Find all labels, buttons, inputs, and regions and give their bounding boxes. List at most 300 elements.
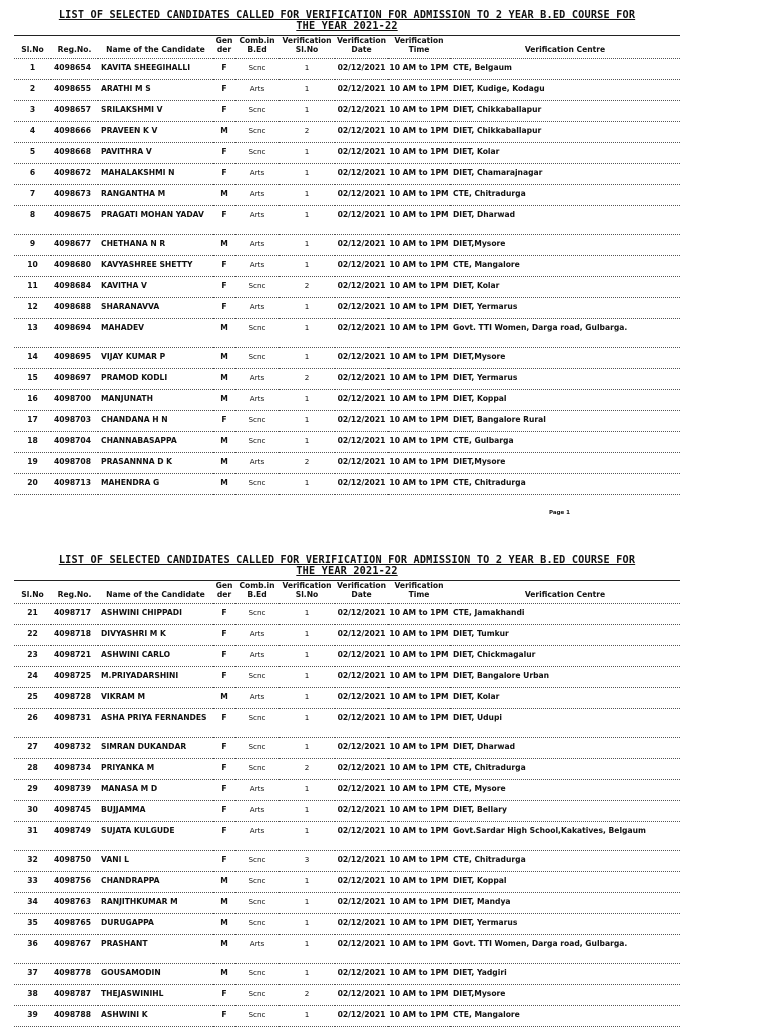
cell-vslno: 1 bbox=[279, 432, 335, 453]
header-slno: Sl.No bbox=[14, 36, 51, 59]
cell-vdate: 02/12/2021 bbox=[335, 164, 388, 185]
cell-regno: 4098677 bbox=[51, 235, 98, 256]
cell-centre: DIET,Mysore bbox=[450, 453, 680, 474]
cell-vtime: 10 AM to 1PM bbox=[388, 851, 450, 872]
cell-vtime: 10 AM to 1PM bbox=[388, 709, 450, 738]
table-row bbox=[14, 780, 680, 801]
cell-regno: 4098694 bbox=[51, 319, 98, 348]
page-number: Page 1 bbox=[549, 510, 571, 516]
cell-gender: F bbox=[213, 164, 235, 185]
table-row bbox=[14, 453, 680, 474]
header-name: Name of the Candidate bbox=[98, 36, 213, 59]
cell-vdate: 02/12/2021 bbox=[335, 893, 388, 914]
cell-vdate: 02/12/2021 bbox=[335, 369, 388, 390]
cell-vtime: 10 AM to 1PM bbox=[388, 625, 450, 646]
cell-slno: 29 bbox=[14, 780, 51, 801]
cell-slno: 32 bbox=[14, 851, 51, 872]
cell-gender: F bbox=[213, 801, 235, 822]
cell-slno: 21 bbox=[14, 604, 51, 625]
cell-comb: Scnc bbox=[235, 964, 279, 985]
cell-vtime: 10 AM to 1PM bbox=[388, 80, 450, 101]
cell-regno: 4098666 bbox=[51, 122, 98, 143]
cell-slno: 27 bbox=[14, 738, 51, 759]
cell-name: ASHWINI CARLO bbox=[98, 646, 213, 667]
cell-slno: 22 bbox=[14, 625, 51, 646]
cell-vdate: 02/12/2021 bbox=[335, 474, 388, 495]
header-comb: Comb.in B.Ed bbox=[235, 36, 279, 59]
cell-slno: 14 bbox=[14, 348, 51, 369]
header-comb: Comb.in B.Ed bbox=[235, 581, 279, 604]
cell-vdate: 02/12/2021 bbox=[335, 235, 388, 256]
table-row bbox=[14, 914, 680, 935]
cell-vtime: 10 AM to 1PM bbox=[388, 206, 450, 235]
cell-gender: F bbox=[213, 1006, 235, 1027]
cell-name: MAHADEV bbox=[98, 319, 213, 348]
cell-comb: Arts bbox=[235, 80, 279, 101]
cell-vdate: 02/12/2021 bbox=[335, 759, 388, 780]
cell-vslno: 1 bbox=[279, 206, 335, 235]
cell-comb: Scnc bbox=[235, 914, 279, 935]
cell-vdate: 02/12/2021 bbox=[335, 256, 388, 277]
table-row bbox=[14, 801, 680, 822]
table-row bbox=[14, 474, 680, 495]
cell-regno: 4098739 bbox=[51, 780, 98, 801]
cell-name: SRILAKSHMI V bbox=[98, 101, 213, 122]
cell-centre: DIET, Koppal bbox=[450, 390, 680, 411]
cell-slno: 33 bbox=[14, 872, 51, 893]
cell-gender: F bbox=[213, 604, 235, 625]
cell-centre: DIET, Kolar bbox=[450, 143, 680, 164]
cell-name: DURUGAPPA bbox=[98, 914, 213, 935]
cell-vtime: 10 AM to 1PM bbox=[388, 893, 450, 914]
cell-vslno: 1 bbox=[279, 474, 335, 495]
cell-slno: 3 bbox=[14, 101, 51, 122]
table-row bbox=[14, 206, 680, 235]
cell-regno: 4098713 bbox=[51, 474, 98, 495]
cell-gender: M bbox=[213, 474, 235, 495]
cell-centre: CTE, Chitradurga bbox=[450, 851, 680, 872]
table-row bbox=[14, 646, 680, 667]
cell-slno: 17 bbox=[14, 411, 51, 432]
cell-vdate: 02/12/2021 bbox=[335, 319, 388, 348]
table-row bbox=[14, 256, 680, 277]
cell-name: KAVITA SHEEGIHALLI bbox=[98, 59, 213, 80]
cell-name: ARATHI M S bbox=[98, 80, 213, 101]
cell-vslno: 1 bbox=[279, 348, 335, 369]
table-row bbox=[14, 709, 680, 738]
cell-gender: F bbox=[213, 667, 235, 688]
cell-name: SIMRAN DUKANDAR bbox=[98, 738, 213, 759]
cell-vslno: 1 bbox=[279, 935, 335, 964]
cell-centre: CTE, Chitradurga bbox=[450, 759, 680, 780]
cell-centre: DIET,Mysore bbox=[450, 985, 680, 1006]
header-gender: Gen der bbox=[213, 581, 235, 604]
cell-vdate: 02/12/2021 bbox=[335, 688, 388, 709]
cell-name: GOUSAMODIN bbox=[98, 964, 213, 985]
cell-vdate: 02/12/2021 bbox=[335, 206, 388, 235]
cell-comb: Scnc bbox=[235, 411, 279, 432]
cell-vslno: 1 bbox=[279, 143, 335, 164]
cell-name: CHETHANA N R bbox=[98, 235, 213, 256]
title-line-1: LIST OF SELECTED CANDIDATES CALLED FOR VERIFICATION FOR ADMISSION TO 2 YEAR B.ED COURSE FOR bbox=[58, 10, 636, 21]
cell-slno: 4 bbox=[14, 122, 51, 143]
table-row bbox=[14, 759, 680, 780]
cell-centre: DIET, Mandya bbox=[450, 893, 680, 914]
cell-regno: 4098731 bbox=[51, 709, 98, 738]
cell-name: PRAMOD KODLI bbox=[98, 369, 213, 390]
cell-gender: F bbox=[213, 759, 235, 780]
cell-comb: Arts bbox=[235, 688, 279, 709]
cell-vtime: 10 AM to 1PM bbox=[388, 646, 450, 667]
cell-slno: 24 bbox=[14, 667, 51, 688]
table-row bbox=[14, 935, 680, 964]
cell-centre: CTE, Mangalore bbox=[450, 1006, 680, 1027]
cell-vdate: 02/12/2021 bbox=[335, 277, 388, 298]
cell-gender: F bbox=[213, 101, 235, 122]
cell-regno: 4098717 bbox=[51, 604, 98, 625]
cell-centre: DIET, Tumkur bbox=[450, 625, 680, 646]
cell-slno: 15 bbox=[14, 369, 51, 390]
cell-slno: 13 bbox=[14, 319, 51, 348]
header-regno: Reg.No. bbox=[51, 36, 98, 59]
cell-centre: DIET, Chickmagalur bbox=[450, 646, 680, 667]
cell-slno: 8 bbox=[14, 206, 51, 235]
cell-name: CHANNABASAPPA bbox=[98, 432, 213, 453]
cell-name: PRAVEEN K V bbox=[98, 122, 213, 143]
cell-vdate: 02/12/2021 bbox=[335, 390, 388, 411]
cell-gender: M bbox=[213, 432, 235, 453]
cell-gender: M bbox=[213, 688, 235, 709]
cell-comb: Scnc bbox=[235, 432, 279, 453]
cell-gender: F bbox=[213, 985, 235, 1006]
title-line-2: THE YEAR 2021-22 bbox=[296, 566, 398, 577]
cell-vslno: 1 bbox=[279, 101, 335, 122]
cell-gender: F bbox=[213, 780, 235, 801]
cell-vdate: 02/12/2021 bbox=[335, 453, 388, 474]
cell-gender: F bbox=[213, 256, 235, 277]
document-title bbox=[14, 555, 680, 577]
cell-name: ASHWINI CHIPPADI bbox=[98, 604, 213, 625]
cell-name: KAVITHA V bbox=[98, 277, 213, 298]
cell-comb: Arts bbox=[235, 646, 279, 667]
cell-comb: Scnc bbox=[235, 851, 279, 872]
cell-name: MANJUNATH bbox=[98, 390, 213, 411]
cell-slno: 9 bbox=[14, 235, 51, 256]
table-row bbox=[14, 59, 680, 80]
cell-gender: F bbox=[213, 822, 235, 851]
cell-centre: DIET, Chikkaballapur bbox=[450, 122, 680, 143]
document-page-1 bbox=[14, 10, 680, 495]
cell-comb: Scnc bbox=[235, 101, 279, 122]
cell-name: PRASANNNA D K bbox=[98, 453, 213, 474]
cell-vtime: 10 AM to 1PM bbox=[388, 780, 450, 801]
cell-vslno: 1 bbox=[279, 688, 335, 709]
cell-gender: M bbox=[213, 453, 235, 474]
cell-name: PRAGATI MOHAN YADAV bbox=[98, 206, 213, 235]
cell-gender: F bbox=[213, 80, 235, 101]
cell-slno: 35 bbox=[14, 914, 51, 935]
cell-comb: Scnc bbox=[235, 738, 279, 759]
cell-regno: 4098718 bbox=[51, 625, 98, 646]
cell-slno: 16 bbox=[14, 390, 51, 411]
cell-regno: 4098767 bbox=[51, 935, 98, 964]
table-row bbox=[14, 185, 680, 206]
cell-comb: Arts bbox=[235, 206, 279, 235]
cell-vtime: 10 AM to 1PM bbox=[388, 738, 450, 759]
cell-vdate: 02/12/2021 bbox=[335, 646, 388, 667]
cell-comb: Arts bbox=[235, 298, 279, 319]
cell-centre: DIET, Yermarus bbox=[450, 914, 680, 935]
cell-vslno: 1 bbox=[279, 604, 335, 625]
table-header-row bbox=[14, 581, 680, 604]
cell-regno: 4098655 bbox=[51, 80, 98, 101]
cell-gender: F bbox=[213, 709, 235, 738]
cell-gender: F bbox=[213, 625, 235, 646]
cell-centre: CTE, Jamakhandi bbox=[450, 604, 680, 625]
cell-regno: 4098788 bbox=[51, 1006, 98, 1027]
cell-vtime: 10 AM to 1PM bbox=[388, 1006, 450, 1027]
cell-comb: Arts bbox=[235, 390, 279, 411]
cell-gender: F bbox=[213, 851, 235, 872]
cell-centre: CTE, Chitradurga bbox=[450, 474, 680, 495]
table-row bbox=[14, 164, 680, 185]
cell-vtime: 10 AM to 1PM bbox=[388, 164, 450, 185]
cell-centre: DIET, Kudige, Kodagu bbox=[450, 80, 680, 101]
cell-comb: Arts bbox=[235, 369, 279, 390]
cell-gender: F bbox=[213, 59, 235, 80]
cell-name: CHANDANA H N bbox=[98, 411, 213, 432]
cell-gender: M bbox=[213, 872, 235, 893]
cell-name: PRIYANKA M bbox=[98, 759, 213, 780]
cell-vtime: 10 AM to 1PM bbox=[388, 688, 450, 709]
cell-slno: 25 bbox=[14, 688, 51, 709]
cell-gender: F bbox=[213, 411, 235, 432]
cell-comb: Arts bbox=[235, 780, 279, 801]
cell-vslno: 1 bbox=[279, 709, 335, 738]
cell-vslno: 1 bbox=[279, 59, 335, 80]
cell-vslno: 1 bbox=[279, 625, 335, 646]
cell-name: RANJITHKUMAR M bbox=[98, 893, 213, 914]
cell-name: MAHALAKSHMI N bbox=[98, 164, 213, 185]
cell-vtime: 10 AM to 1PM bbox=[388, 822, 450, 851]
cell-gender: F bbox=[213, 277, 235, 298]
cell-vslno: 1 bbox=[279, 411, 335, 432]
cell-gender: M bbox=[213, 914, 235, 935]
cell-slno: 11 bbox=[14, 277, 51, 298]
cell-slno: 23 bbox=[14, 646, 51, 667]
cell-vtime: 10 AM to 1PM bbox=[388, 122, 450, 143]
cell-comb: Scnc bbox=[235, 893, 279, 914]
header-vtime: Verification Time bbox=[388, 581, 450, 604]
cell-centre: DIET, Dharwad bbox=[450, 738, 680, 759]
cell-slno: 31 bbox=[14, 822, 51, 851]
cell-regno: 4098749 bbox=[51, 822, 98, 851]
cell-comb: Arts bbox=[235, 822, 279, 851]
cell-comb: Scnc bbox=[235, 143, 279, 164]
table-row bbox=[14, 432, 680, 453]
cell-regno: 4098732 bbox=[51, 738, 98, 759]
cell-comb: Arts bbox=[235, 935, 279, 964]
cell-vtime: 10 AM to 1PM bbox=[388, 298, 450, 319]
cell-slno: 6 bbox=[14, 164, 51, 185]
cell-centre: CTE, Belgaum bbox=[450, 59, 680, 80]
table-row bbox=[14, 80, 680, 101]
cell-gender: M bbox=[213, 369, 235, 390]
table-row bbox=[14, 348, 680, 369]
cell-gender: M bbox=[213, 185, 235, 206]
cell-name: ASHA PRIYA FERNANDES bbox=[98, 709, 213, 738]
cell-comb: Scnc bbox=[235, 872, 279, 893]
cell-comb: Scnc bbox=[235, 59, 279, 80]
cell-vtime: 10 AM to 1PM bbox=[388, 667, 450, 688]
cell-vdate: 02/12/2021 bbox=[335, 801, 388, 822]
table-row bbox=[14, 235, 680, 256]
cell-vdate: 02/12/2021 bbox=[335, 964, 388, 985]
cell-vdate: 02/12/2021 bbox=[335, 348, 388, 369]
cell-vtime: 10 AM to 1PM bbox=[388, 914, 450, 935]
cell-centre: DIET, Kolar bbox=[450, 688, 680, 709]
table-row bbox=[14, 667, 680, 688]
table-header-row bbox=[14, 36, 680, 59]
cell-vdate: 02/12/2021 bbox=[335, 185, 388, 206]
header-vdate: Verification Date bbox=[335, 36, 388, 59]
table-row bbox=[14, 411, 680, 432]
cell-vslno: 1 bbox=[279, 801, 335, 822]
table-body bbox=[14, 59, 680, 495]
cell-gender: M bbox=[213, 348, 235, 369]
cell-slno: 2 bbox=[14, 80, 51, 101]
cell-regno: 4098765 bbox=[51, 914, 98, 935]
table-row bbox=[14, 319, 680, 348]
cell-vtime: 10 AM to 1PM bbox=[388, 604, 450, 625]
table-row bbox=[14, 390, 680, 411]
cell-slno: 19 bbox=[14, 453, 51, 474]
table-row bbox=[14, 369, 680, 390]
cell-regno: 4098787 bbox=[51, 985, 98, 1006]
cell-vdate: 02/12/2021 bbox=[335, 780, 388, 801]
cell-vdate: 02/12/2021 bbox=[335, 667, 388, 688]
cell-vslno: 1 bbox=[279, 780, 335, 801]
table-row bbox=[14, 625, 680, 646]
cell-vslno: 1 bbox=[279, 893, 335, 914]
cell-vslno: 1 bbox=[279, 390, 335, 411]
header-regno: Reg.No. bbox=[51, 581, 98, 604]
cell-vtime: 10 AM to 1PM bbox=[388, 235, 450, 256]
cell-regno: 4098675 bbox=[51, 206, 98, 235]
cell-vtime: 10 AM to 1PM bbox=[388, 59, 450, 80]
cell-comb: Arts bbox=[235, 453, 279, 474]
cell-regno: 4098668 bbox=[51, 143, 98, 164]
document-title bbox=[14, 10, 680, 32]
cell-vslno: 1 bbox=[279, 164, 335, 185]
table-row bbox=[14, 122, 680, 143]
cell-centre: DIET, Bangalore Urban bbox=[450, 667, 680, 688]
cell-vtime: 10 AM to 1PM bbox=[388, 801, 450, 822]
cell-gender: M bbox=[213, 390, 235, 411]
cell-vtime: 10 AM to 1PM bbox=[388, 143, 450, 164]
cell-slno: 38 bbox=[14, 985, 51, 1006]
cell-name: CHANDRAPPA bbox=[98, 872, 213, 893]
cell-comb: Scnc bbox=[235, 474, 279, 495]
cell-vslno: 3 bbox=[279, 851, 335, 872]
document-page-2 bbox=[14, 555, 680, 1027]
cell-comb: Scnc bbox=[235, 319, 279, 348]
cell-vtime: 10 AM to 1PM bbox=[388, 985, 450, 1006]
cell-vslno: 1 bbox=[279, 1006, 335, 1027]
header-vtime: Verification Time bbox=[388, 36, 450, 59]
cell-regno: 4098734 bbox=[51, 759, 98, 780]
cell-centre: Govt. TTI Women, Darga road, Gulbarga. bbox=[450, 935, 680, 964]
cell-centre: DIET, Chamarajnagar bbox=[450, 164, 680, 185]
cell-comb: Scnc bbox=[235, 348, 279, 369]
table-row bbox=[14, 851, 680, 872]
cell-regno: 4098708 bbox=[51, 453, 98, 474]
cell-comb: Arts bbox=[235, 256, 279, 277]
cell-name: VANI L bbox=[98, 851, 213, 872]
cell-centre: DIET, Udupi bbox=[450, 709, 680, 738]
cell-name: MAHENDRA G bbox=[98, 474, 213, 495]
cell-slno: 12 bbox=[14, 298, 51, 319]
table-row bbox=[14, 298, 680, 319]
cell-name: KAVYASHREE SHETTY bbox=[98, 256, 213, 277]
header-vslno: Verification Sl.No bbox=[279, 581, 335, 604]
cell-gender: M bbox=[213, 935, 235, 964]
cell-regno: 4098700 bbox=[51, 390, 98, 411]
cell-vdate: 02/12/2021 bbox=[335, 298, 388, 319]
cell-vslno: 1 bbox=[279, 646, 335, 667]
cell-slno: 34 bbox=[14, 893, 51, 914]
table-row bbox=[14, 893, 680, 914]
cell-vtime: 10 AM to 1PM bbox=[388, 432, 450, 453]
cell-vtime: 10 AM to 1PM bbox=[388, 277, 450, 298]
table-row bbox=[14, 101, 680, 122]
cell-name: RANGANTHA M bbox=[98, 185, 213, 206]
header-centre: Verification Centre bbox=[450, 581, 680, 604]
cell-centre: DIET, Bangalore Rural bbox=[450, 411, 680, 432]
cell-vtime: 10 AM to 1PM bbox=[388, 935, 450, 964]
cell-centre: DIET, Chikkaballapur bbox=[450, 101, 680, 122]
cell-gender: M bbox=[213, 893, 235, 914]
cell-vslno: 2 bbox=[279, 759, 335, 780]
cell-centre: DIET, Bellary bbox=[450, 801, 680, 822]
cell-regno: 4098657 bbox=[51, 101, 98, 122]
cell-regno: 4098745 bbox=[51, 801, 98, 822]
cell-regno: 4098756 bbox=[51, 872, 98, 893]
cell-name: DIVYASHRI M K bbox=[98, 625, 213, 646]
cell-regno: 4098728 bbox=[51, 688, 98, 709]
cell-vslno: 1 bbox=[279, 738, 335, 759]
cell-vdate: 02/12/2021 bbox=[335, 935, 388, 964]
cell-comb: Scnc bbox=[235, 277, 279, 298]
cell-vslno: 1 bbox=[279, 822, 335, 851]
cell-slno: 30 bbox=[14, 801, 51, 822]
cell-name: THEJASWINIHL bbox=[98, 985, 213, 1006]
cell-vslno: 2 bbox=[279, 985, 335, 1006]
cell-centre: DIET, Koppal bbox=[450, 872, 680, 893]
cell-name: SHARANAVVA bbox=[98, 298, 213, 319]
cell-slno: 20 bbox=[14, 474, 51, 495]
cell-slno: 7 bbox=[14, 185, 51, 206]
cell-name: VIJAY KUMAR P bbox=[98, 348, 213, 369]
cell-vslno: 1 bbox=[279, 235, 335, 256]
cell-vslno: 1 bbox=[279, 319, 335, 348]
cell-vslno: 2 bbox=[279, 122, 335, 143]
table-row bbox=[14, 738, 680, 759]
cell-centre: CTE, Chitradurga bbox=[450, 185, 680, 206]
table-row bbox=[14, 872, 680, 893]
cell-regno: 4098763 bbox=[51, 893, 98, 914]
header-vslno: Verification Sl.No bbox=[279, 36, 335, 59]
